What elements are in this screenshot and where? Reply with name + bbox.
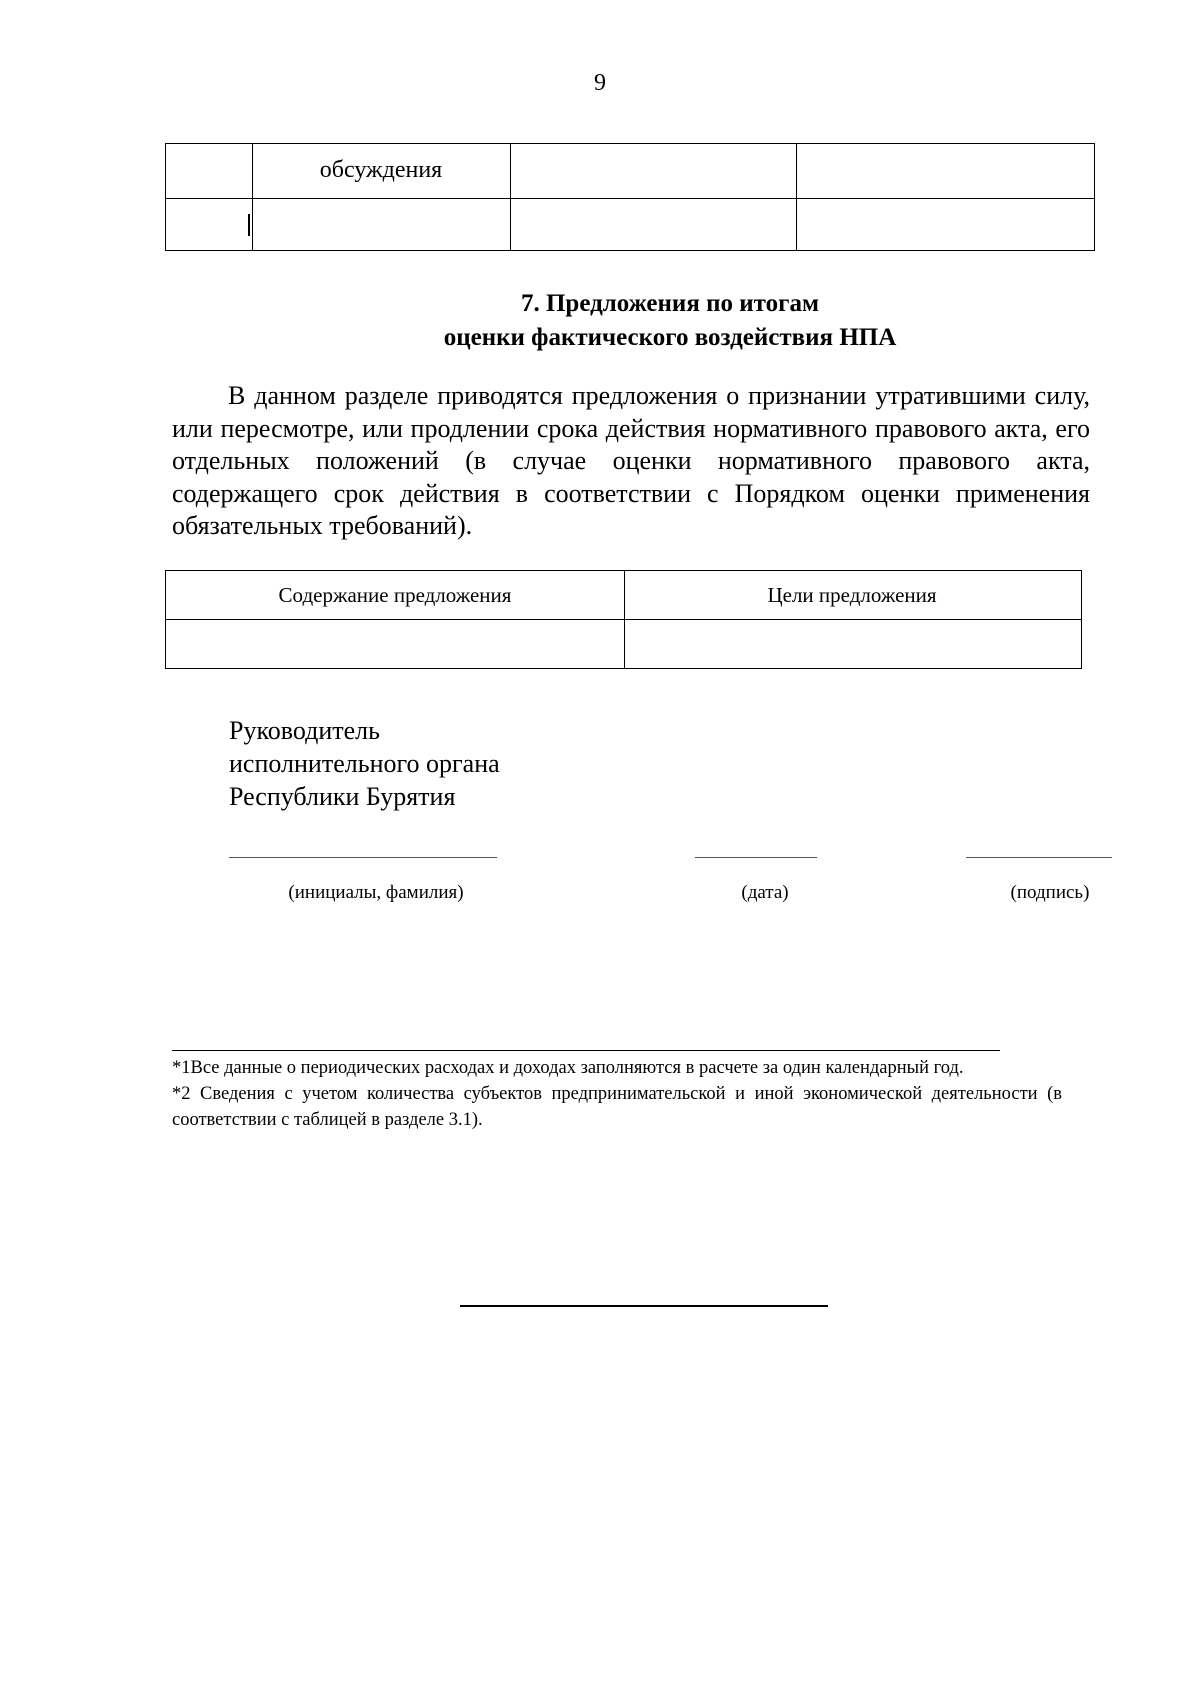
- signer-title-line: Руководитель: [229, 716, 380, 745]
- caption-sign: (подпись): [1010, 882, 1090, 903]
- body-paragraph: В данном разделе приводятся предложения о признании утратившими силу, или пересмотре, или продлении срока действия нормативного правового акта, его отдельных положений (в случае оценки нормативного правового акта, содержащего срок действия в соответствии с Порядком оценки применения обязательных требований).: [172, 381, 1090, 540]
- name-signature-line: [229, 857, 497, 858]
- table-divider: [796, 144, 797, 250]
- signer-title: [229, 714, 500, 813]
- table-header-goals: Цели предложения: [767, 583, 937, 607]
- sign-signature-line: [966, 857, 1112, 858]
- table-row-divider: [166, 198, 1094, 199]
- page-number: 9: [594, 70, 606, 96]
- continuation-table: [165, 143, 1095, 251]
- table-divider: [510, 144, 511, 250]
- heading-line: 7. Предложения по итогам: [520, 290, 820, 317]
- table-row-divider: [166, 619, 1081, 620]
- table-mark: [248, 214, 250, 236]
- table-header-content: Содержание предложения: [278, 583, 512, 607]
- document-end-rule: [460, 1305, 828, 1307]
- footnote: *1Все данные о периодических расходах и доходах заполняются в расчете за один календарный год.: [172, 1058, 964, 1078]
- signer-title-line: исполнительного органа: [229, 749, 500, 778]
- signer-title-line: Республики Бурятия: [229, 782, 456, 811]
- footnote-separator: [172, 1050, 1000, 1051]
- proposals-table: [165, 570, 1082, 669]
- date-signature-line: [695, 857, 817, 858]
- heading-line: оценки фактического воздействия НПА: [443, 324, 897, 351]
- caption-date: (дата): [741, 882, 789, 903]
- table-cell: обсуждения: [319, 157, 443, 183]
- section-heading: [330, 287, 1010, 355]
- footnotes: [172, 1055, 1062, 1133]
- footnote: *2 Сведения с учетом количества субъектов предпринимательской и иной экономической деятельности (в соответствии с таблицей в разделе 3.1).: [172, 1084, 1062, 1130]
- caption-name: (инициалы, фамилия): [288, 882, 464, 903]
